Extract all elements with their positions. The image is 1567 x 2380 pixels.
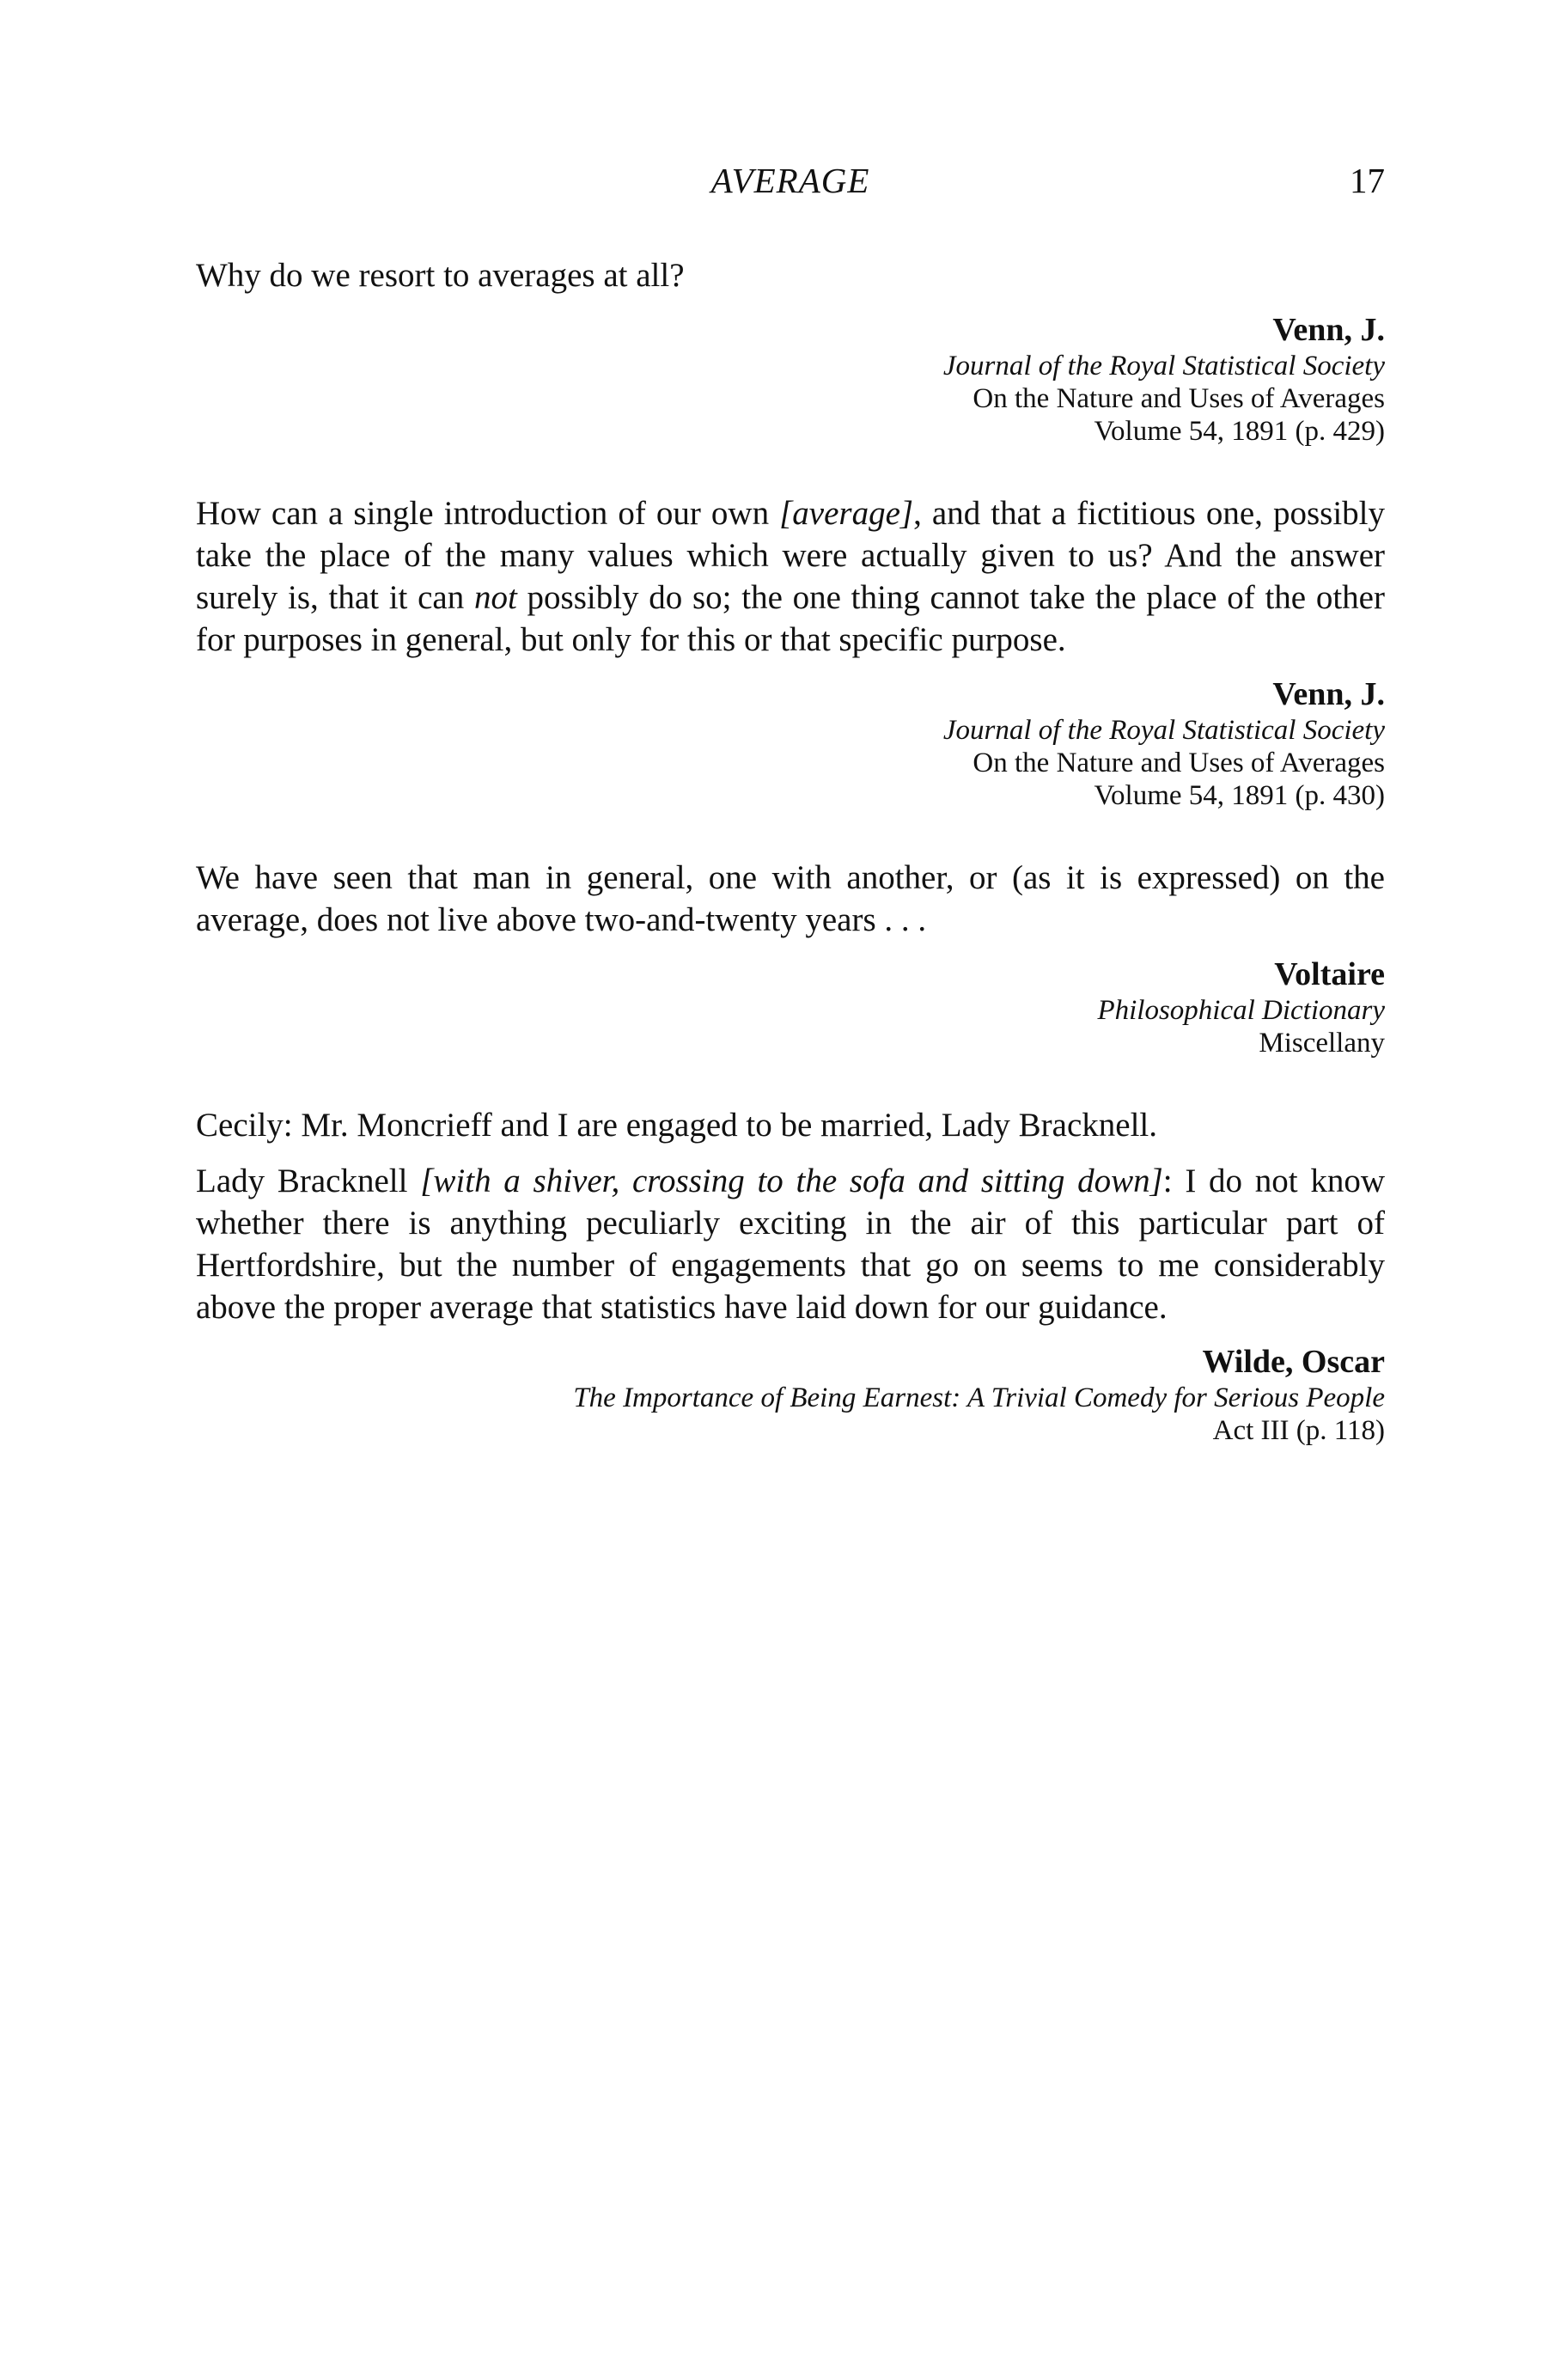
quotation-text: Why do we resort to averages at all? (196, 257, 685, 294)
quotation-segment: , and that a fictitious one, possibly take the place of the many values which were actually given to us? And the answer surely is, that it can (196, 495, 1385, 616)
attribution-author: Wilde, Oscar (1202, 1344, 1385, 1380)
attribution (196, 674, 1385, 812)
attribution-detail: Volume 54, 1891 (p. 430) (1094, 780, 1385, 811)
attribution-author: Venn, J. (1272, 676, 1385, 712)
quotation-segment: possibly do so; the one thing cannot take the place of the other for purposes in general, but only for this or that specific purpose. (196, 579, 1385, 658)
quotation-entry (196, 492, 1385, 812)
attribution (196, 955, 1385, 1059)
quotation-emphasis: not (473, 579, 517, 616)
attribution-author: Venn, J. (1272, 312, 1385, 348)
attribution-source: The Importance of Being Earnest: A Trivial Comedy for Serious People (573, 1382, 1385, 1413)
attribution-source: Journal of the Royal Statistical Society (942, 351, 1385, 381)
quotation-segment: How can a single introduction of our own (196, 495, 780, 532)
attribution-detail: Volume 54, 1891 (p. 429) (1094, 416, 1385, 447)
attribution-author: Voltaire (1274, 956, 1385, 992)
attribution-source: Journal of the Royal Statistical Society (942, 715, 1385, 746)
running-head (196, 160, 1385, 211)
attribution-detail: On the Nature and Uses of Averages (973, 383, 1385, 414)
attribution-detail: Miscellany (1259, 1028, 1385, 1059)
quotation-text (196, 492, 1385, 661)
attribution (196, 1342, 1385, 1447)
paragraph-gap (196, 1146, 1385, 1160)
quotation-emphasis: [average] (779, 495, 914, 532)
running-title: AVERAGE (710, 161, 870, 200)
dialogue-line (196, 1160, 1385, 1328)
quotation-entry (196, 857, 1385, 1059)
dialogue-line: Cecily: Mr. Moncrieff and I are engaged to be married, Lady Bracknell. (196, 1107, 1158, 1144)
quotation-list (196, 254, 1385, 1492)
attribution (196, 310, 1385, 448)
dialogue-speech: : I do not know whether there is anything peculiarly exciting in the air of this particular part of Hertfordshire, but the number of engagements that go on seems to me considerably above the proper average that statistics have laid down for our guidance. (196, 1163, 1386, 1326)
stage-direction: [with a shiver, crossing to the sofa and sitting down] (420, 1163, 1163, 1199)
attribution-detail: On the Nature and Uses of Averages (973, 748, 1385, 778)
attribution-source: Philosophical Dictionary (1097, 995, 1385, 1026)
attribution-detail: Act III (p. 118) (1212, 1415, 1385, 1446)
page-number: 17 (1350, 161, 1385, 200)
quotation-text: We have seen that man in general, one with another, or (as it is expressed) on the average, does not live above two-and-twenty years . . . (196, 859, 1385, 938)
dialogue-speaker: Lady Bracknell (196, 1163, 421, 1199)
quotation-entry (196, 254, 1385, 448)
quotation-entry (196, 1104, 1385, 1447)
